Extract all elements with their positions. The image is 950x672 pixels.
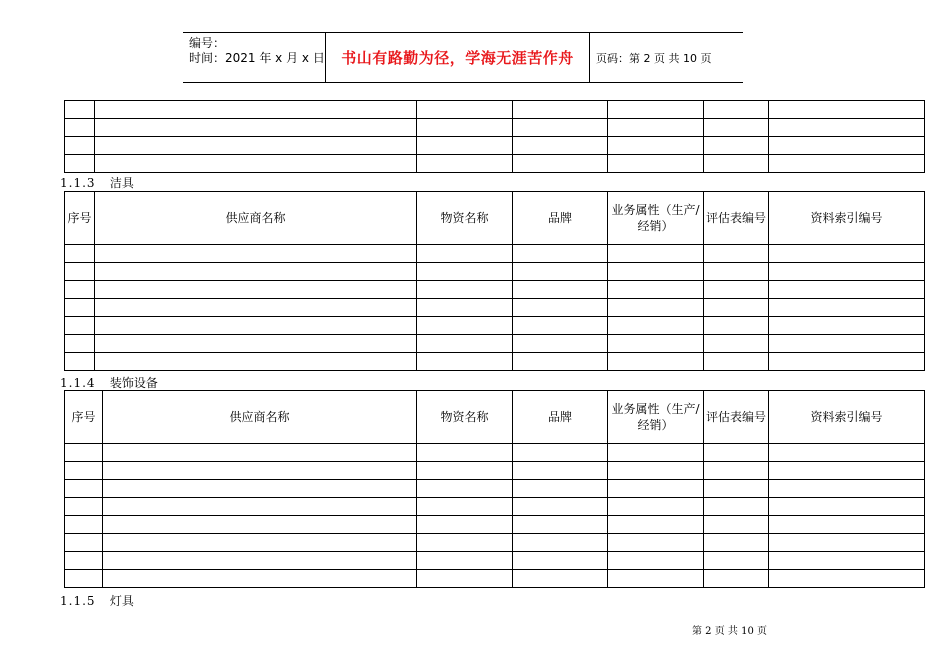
table-row: [65, 317, 925, 335]
col-evaluation: 评估表编号: [704, 391, 769, 444]
col-index: 资料索引编号: [769, 391, 925, 444]
table-header-row: [65, 192, 925, 245]
table-prev-continuation: [64, 100, 925, 173]
section-number: 1.1.4: [60, 376, 96, 390]
section-title: 装饰设备: [109, 376, 158, 390]
col-seq: 序号: [65, 192, 95, 245]
section-title: 灯具: [109, 594, 134, 608]
table-row: [65, 552, 925, 570]
section-title: 洁具: [109, 176, 134, 190]
table-row: [65, 263, 925, 281]
table-row: [65, 137, 925, 155]
table-row: [65, 335, 925, 353]
col-brand: 品牌: [513, 391, 608, 444]
table-decoration-equipment: [64, 390, 925, 588]
section-heading: [60, 174, 134, 191]
table-row: [65, 245, 925, 263]
header-meta: [183, 33, 325, 82]
col-index: 资料索引编号: [769, 192, 925, 245]
col-supplier: 供应商名称: [103, 391, 417, 444]
section-heading: [60, 374, 158, 391]
table-row: [65, 498, 925, 516]
col-brand: 品牌: [513, 192, 608, 245]
col-business: 业务属性（生产/经销）: [608, 391, 704, 444]
table-row: [65, 570, 925, 588]
col-evaluation: 评估表编号: [704, 192, 769, 245]
table-row: [65, 516, 925, 534]
table-row: [65, 534, 925, 552]
table-row: [65, 444, 925, 462]
section-number: 1.1.3: [60, 176, 96, 190]
table-row: [65, 299, 925, 317]
table-sanitary-ware: [64, 191, 925, 371]
col-material: 物资名称: [417, 192, 513, 245]
header-motto: 书山有路勤为径，学海无涯苦作舟: [325, 33, 590, 82]
table-row: [65, 101, 925, 119]
table-row: [65, 155, 925, 173]
col-business: 业务属性（生产/经销）: [608, 192, 704, 245]
page-header: [183, 32, 743, 83]
col-supplier: 供应商名称: [95, 192, 417, 245]
table-row: [65, 480, 925, 498]
col-seq: 序号: [65, 391, 103, 444]
col-material: 物资名称: [417, 391, 513, 444]
header-number-label: 编号：: [189, 36, 226, 50]
table-row: [65, 119, 925, 137]
table-row: [65, 462, 925, 480]
page-footer: 第 2 页 共 10 页: [692, 626, 767, 637]
table-row: [65, 353, 925, 371]
section-number: 1.1.5: [60, 594, 96, 608]
table-row: [65, 281, 925, 299]
header-time-label: 时间：2021 年 x 月 x 日: [189, 51, 325, 65]
table-header-row: [65, 391, 925, 444]
section-heading: [60, 592, 134, 609]
header-page-code: 页码：第 2 页 共 10 页: [596, 51, 712, 65]
